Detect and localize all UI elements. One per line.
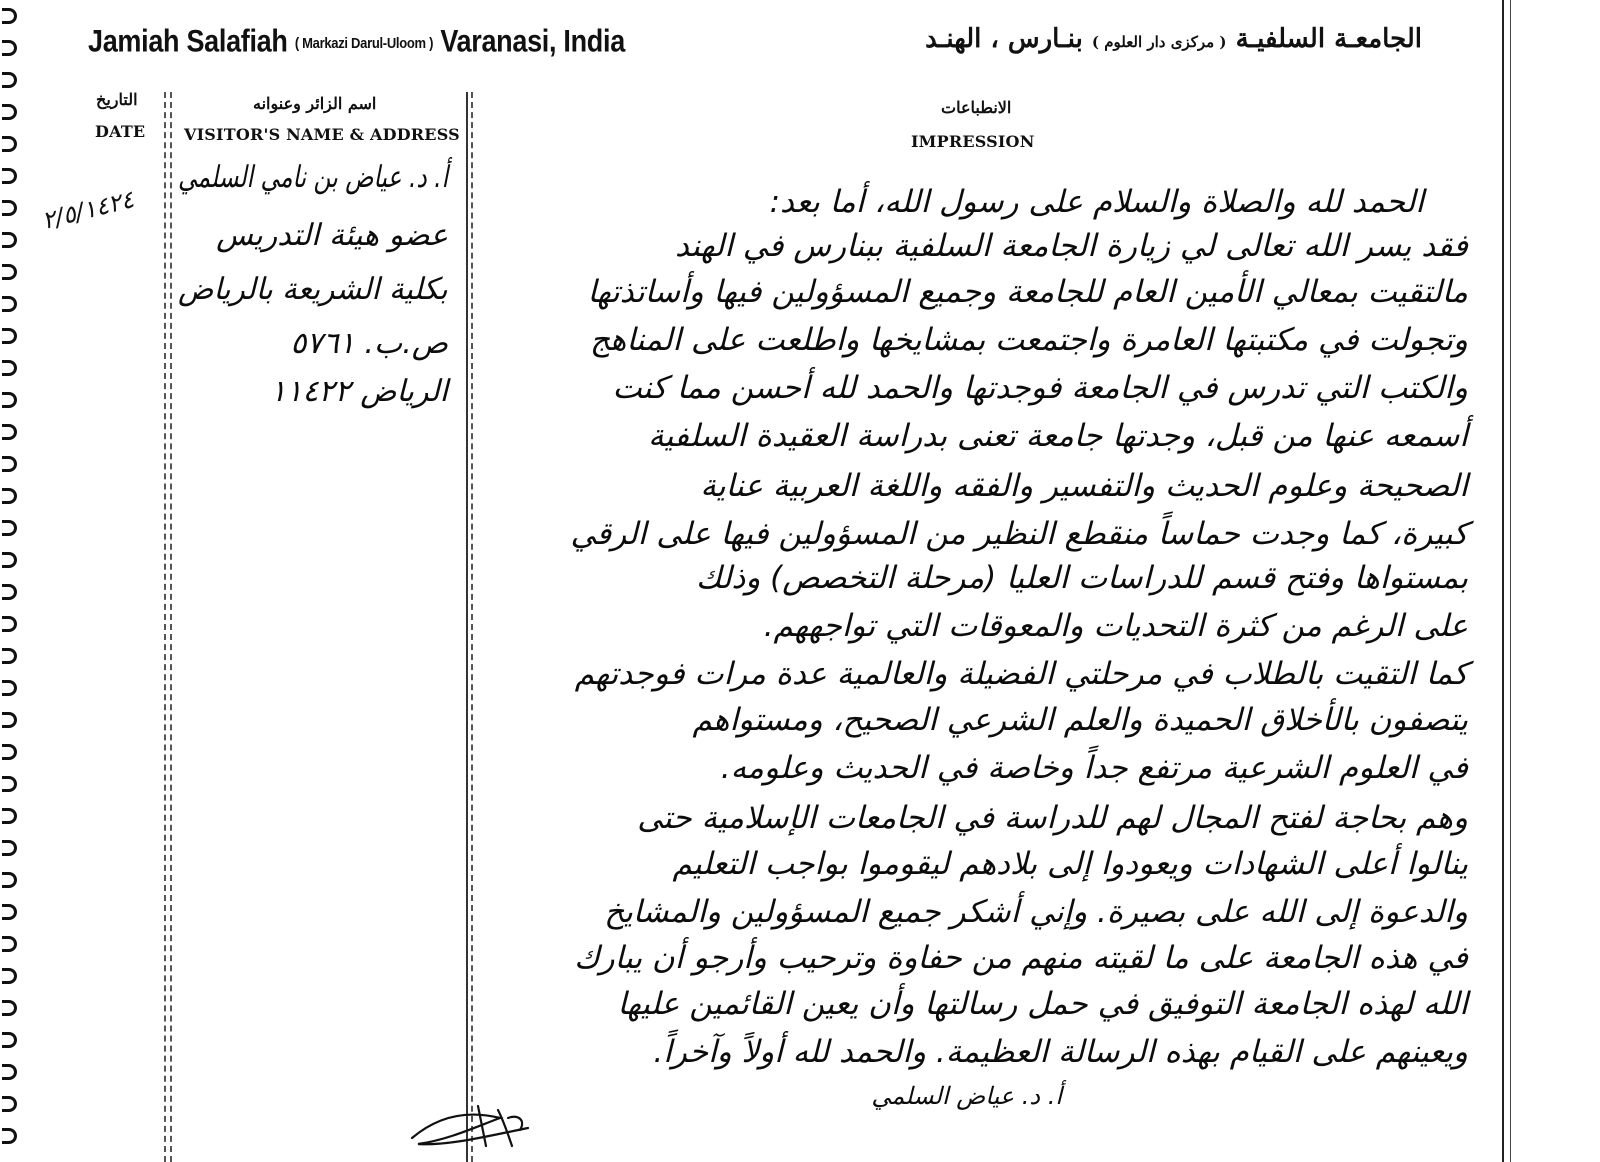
spiral-ring <box>2 72 17 88</box>
spiral-ring <box>2 552 17 568</box>
spiral-ring <box>2 776 17 792</box>
spiral-ring <box>2 872 17 888</box>
spiral-ring <box>2 1096 17 1112</box>
impression-line: ينالوا أعلى الشهادات ويعودوا إلى بلادهم ليقوموا بواجب التعليم <box>672 846 1468 882</box>
visitor-column-divider-right <box>466 92 468 1162</box>
visitor-column-divider-left <box>170 92 172 1162</box>
impression-line: مالتقيت بمعالي الأمين العام للجامعة وجميع المسؤولين فيها وأساتذتها <box>587 274 1468 310</box>
impression-line: على الرغم من كثرة التحديات والمعوقات التي تواجههم. <box>763 608 1468 644</box>
spiral-ring <box>2 328 17 344</box>
impression-line: كبيرة، كما وجدت حماساً منقطع النظير من المسؤولين فيها على الرقي <box>570 516 1468 552</box>
spiral-ring <box>2 360 17 376</box>
spiral-ring <box>2 1000 17 1016</box>
impression-line: وهم بحاجة لفتح المجال لهم للدراسة في الجامعات الإسلامية حتى <box>637 800 1468 836</box>
spiral-ring <box>2 1032 17 1048</box>
impression-line: والكتب التي تدرس في الجامعة فوجدتها والحمد لله أحسن مما كنت <box>612 370 1468 406</box>
impression-line: في هذه الجامعة على ما لقيته منهم من حفاوة وترحيب وأرجو أن يبارك <box>574 940 1468 976</box>
spiral-ring <box>2 712 17 728</box>
institution-location-ar: بنـارس ، الهنـد <box>925 24 1083 54</box>
spiral-ring <box>2 8 17 24</box>
impression-line: وتجولت في مكتبتها العامرة واجتمعت بمشايخها واطلعت على المناهج <box>589 322 1468 358</box>
spiral-ring <box>2 296 17 312</box>
impression-header-ar: الانطباعات <box>941 98 1012 117</box>
spiral-ring <box>2 808 17 824</box>
header-arabic <box>925 24 1422 54</box>
date-header-en: DATE <box>95 122 146 141</box>
spiral-ring <box>2 104 17 120</box>
entry-date: ٢/٥/١٤٢٤ <box>39 185 137 235</box>
spiral-ring <box>2 968 17 984</box>
spiral-ring <box>2 488 17 504</box>
impression-line: الحمد لله والصلاة والسلام على رسول الله، أما بعد: <box>769 184 1424 220</box>
impression-line: بمستواها وفتح قسم للدراسات العليا (مرحلة التخصص) وذلك <box>695 560 1468 596</box>
impression-line: ويعينهم على القيام بهذه الرسالة العظيمة. والحمد لله أولاً وآخراً. <box>653 1034 1468 1070</box>
signature-name: أ. د. عياض السلمي <box>871 1082 1062 1110</box>
spiral-ring <box>2 680 17 696</box>
visitor-line: بكلية الشريعة بالرياض <box>178 272 448 307</box>
spiral-ring <box>2 40 17 56</box>
spiral-ring <box>2 904 17 920</box>
impression-header-en: IMPRESSION <box>911 132 1035 151</box>
page-edge <box>1502 0 1504 1162</box>
date-header-ar: التاريخ <box>96 90 138 109</box>
spiral-ring <box>2 1128 17 1144</box>
back-page-edge <box>1510 0 1511 1162</box>
spiral-ring <box>2 168 17 184</box>
institution-name-en: Jamiah Salafiah <box>88 24 288 59</box>
institution-location-en: Varanasi, India <box>440 24 625 59</box>
institution-subtitle-en: ( Markazi Darul-Uloom ) <box>294 34 434 52</box>
impression-line: الله لهذه الجامعة التوفيق في حمل رسالتها وأن يعين القائمين عليها <box>617 986 1468 1022</box>
visitor-header-en: VISITOR'S NAME & ADDRESS <box>184 125 460 144</box>
impression-line: والدعوة إلى الله على بصيرة. وإني أشكر جميع المسؤولين والمشايخ <box>604 894 1468 930</box>
visitor-line: عضو هيئة التدريس <box>216 218 448 253</box>
header-english <box>88 24 625 60</box>
signature-mark <box>408 1096 538 1156</box>
spiral-ring <box>2 584 17 600</box>
impression-line: يتصفون بالأخلاق الحميدة والعلم الشرعي الصحيح، ومستواهم <box>692 702 1468 738</box>
spiral-ring <box>2 264 17 280</box>
spiral-ring <box>2 424 17 440</box>
date-column-divider <box>164 92 166 1162</box>
visitor-header-ar: اسم الزائر وعنوانه <box>253 94 377 113</box>
spiral-ring <box>2 392 17 408</box>
spiral-ring <box>2 744 17 760</box>
visitor-line: ص.ب. ٥٧٦١ <box>290 326 448 361</box>
visitor-line: الرياض ١١٤٢٢ <box>270 374 448 409</box>
spiral-ring <box>2 616 17 632</box>
institution-name-ar: الجامعـة السلفيـة <box>1235 24 1422 54</box>
spiral-ring <box>2 520 17 536</box>
institution-subtitle-ar: ( مركزى دار العلوم ) <box>1091 33 1227 51</box>
impression-column-divider <box>471 92 473 1162</box>
spiral-ring <box>2 936 17 952</box>
impression-line: أسمعه عنها من قبل، وجدتها جامعة تعنى بدراسة العقيدة السلفية <box>648 418 1468 454</box>
spiral-binding <box>0 0 22 1162</box>
impression-line: فقد يسر الله تعالى لي زيارة الجامعة السلفية ببنارس في الهند <box>674 228 1468 264</box>
spiral-ring <box>2 136 17 152</box>
spiral-ring <box>2 1064 17 1080</box>
visitor-line: أ. د. عياض بن نامي السلمي <box>177 160 448 195</box>
impression-line: في العلوم الشرعية مرتفع جداً وخاصة في الحديث وعلومه. <box>720 750 1468 786</box>
spiral-ring <box>2 648 17 664</box>
impression-line: الصحيحة وعلوم الحديث والتفسير والفقه واللغة العربية عناية <box>700 468 1468 504</box>
impression-line: كما التقيت بالطلاب في مرحلتي الفضيلة والعالمية عدة مرات فوجدتهم <box>574 656 1468 692</box>
spiral-ring <box>2 456 17 472</box>
spiral-ring <box>2 840 17 856</box>
